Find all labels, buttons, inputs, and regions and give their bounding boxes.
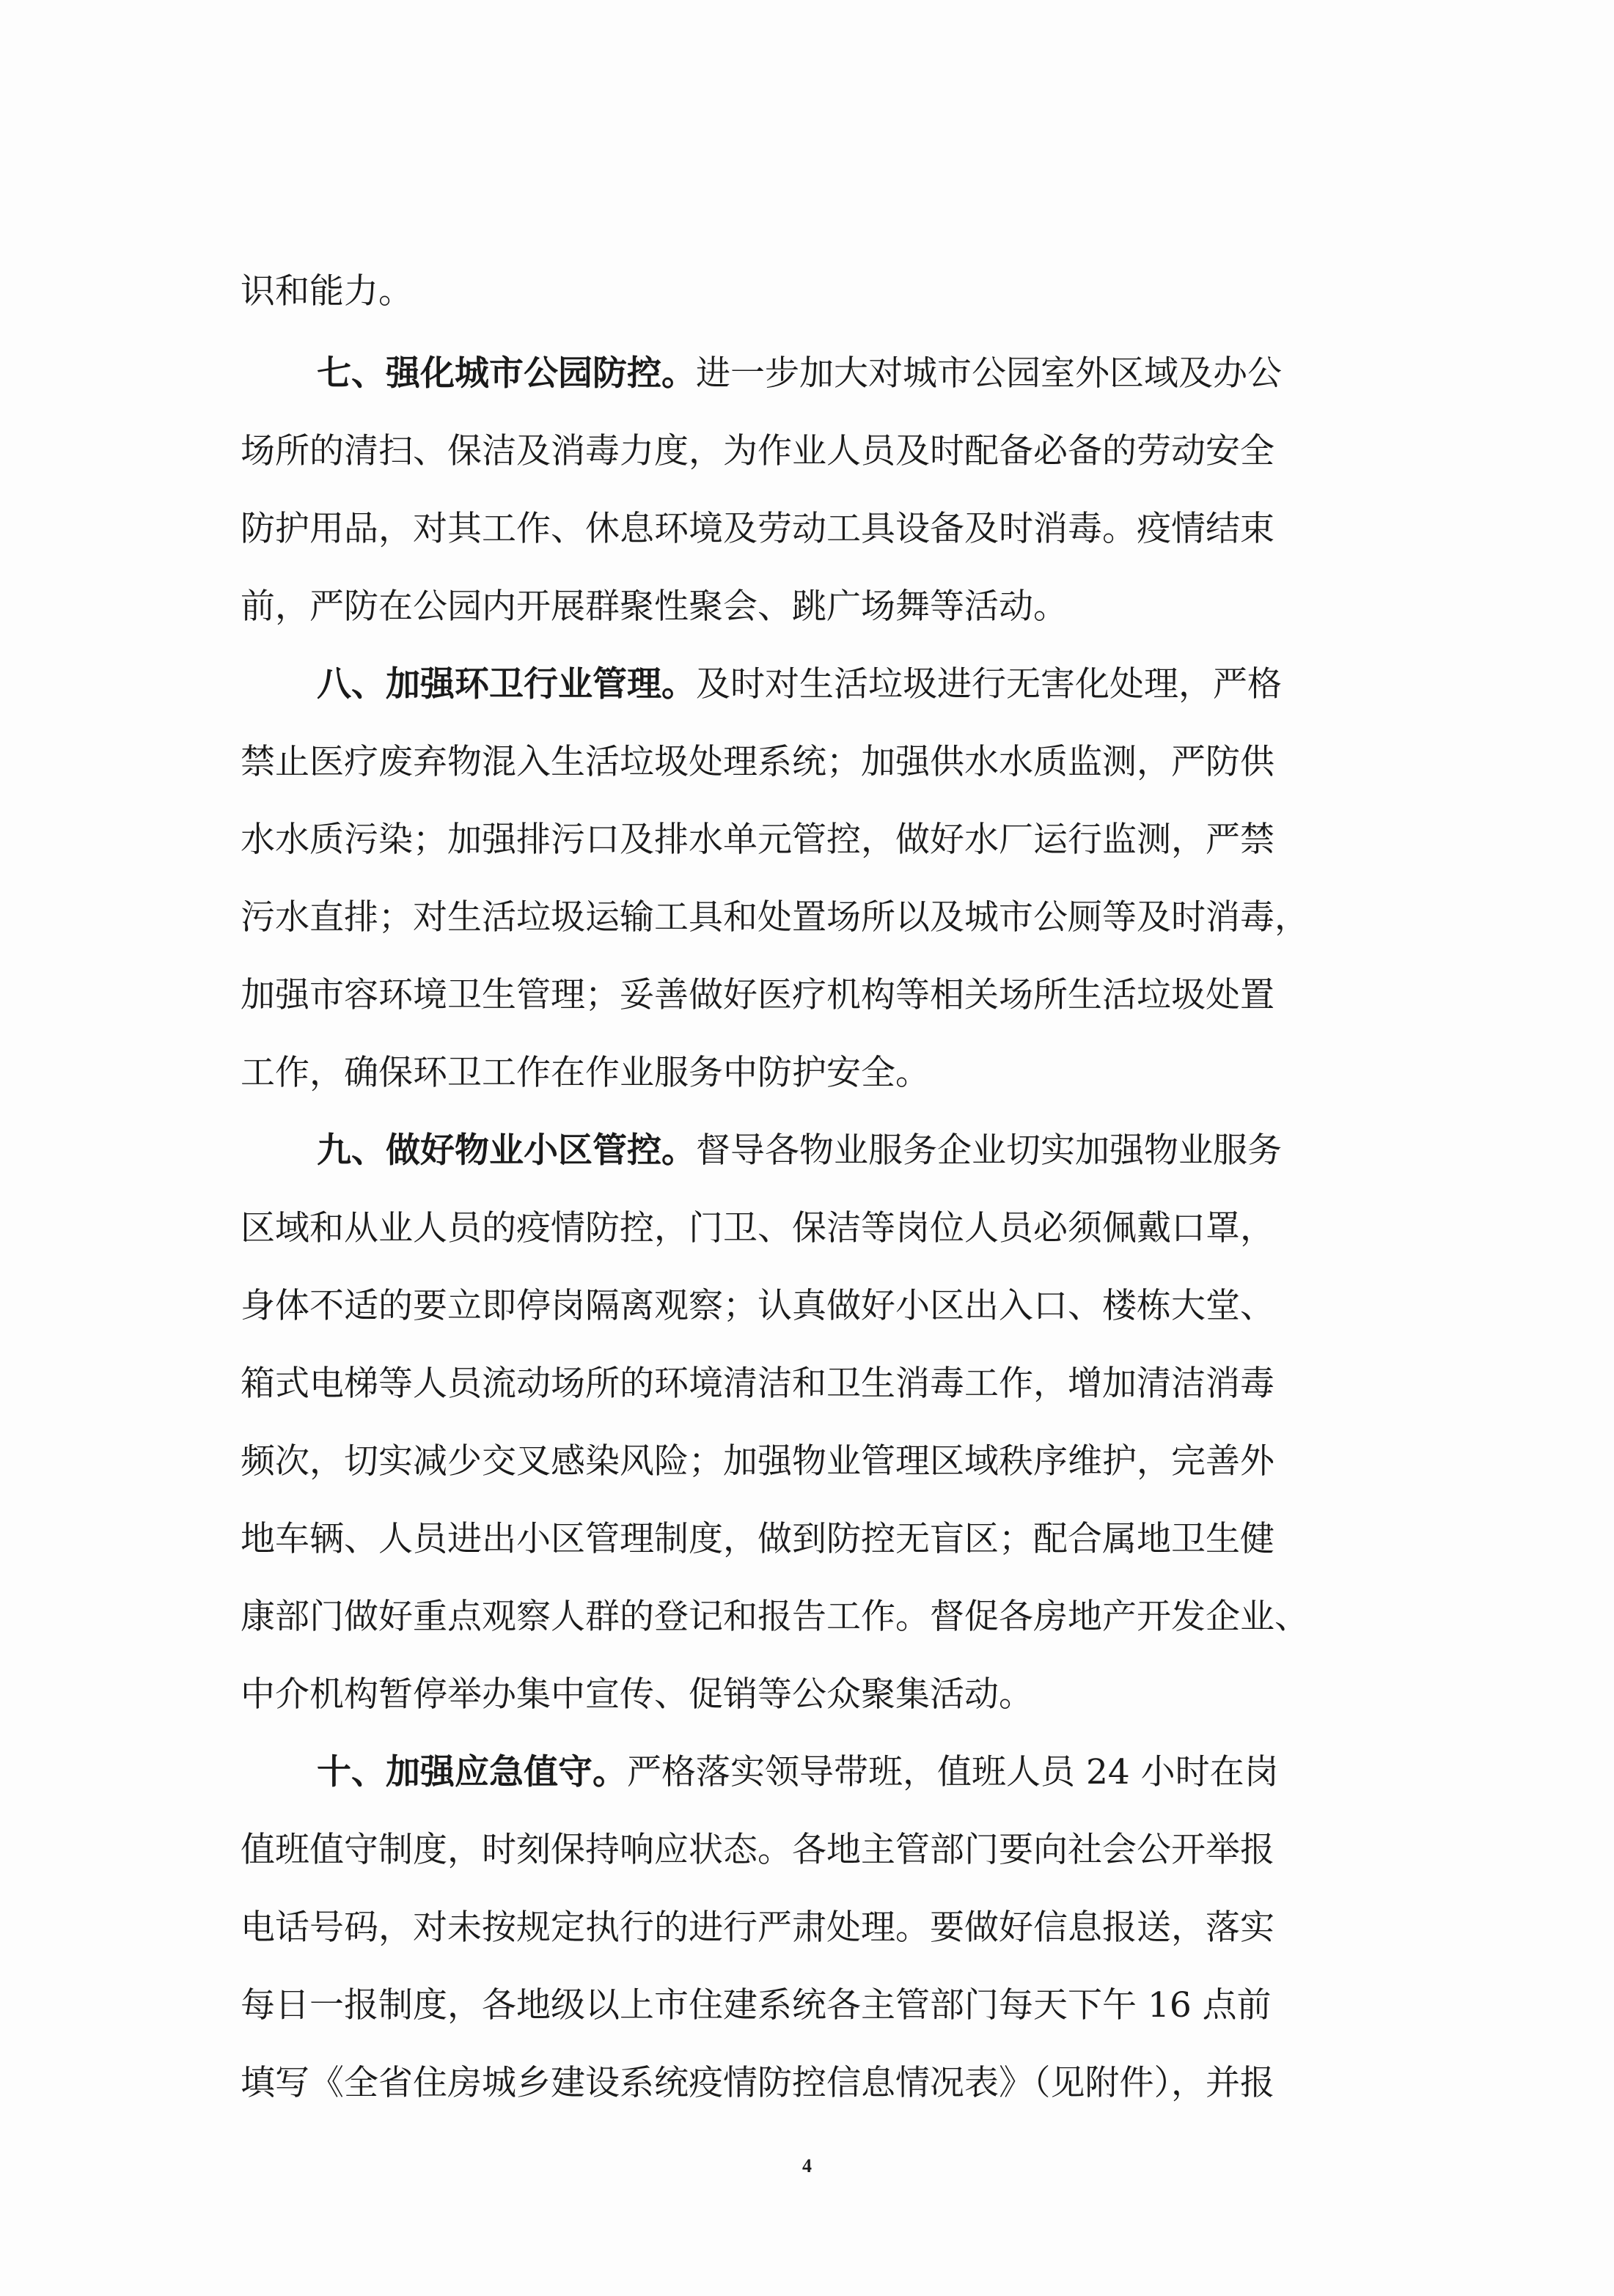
text-line: 地车辆、人员进出小区管理制度，做到防控无盲区；配合属地卫生健: [241, 1519, 1274, 1559]
text-line: 工作，确保环卫工作在作业服务中防护安全。: [241, 1053, 930, 1093]
text-line: 场所的清扫、保洁及消毒力度，为作业人员及时配备必备的劳动安全: [241, 431, 1274, 471]
section-eight: 八、加强环卫行业管理。及时对生活垃圾进行无害化处理，严格: [317, 664, 1282, 704]
text-line: 识和能力。: [241, 271, 413, 312]
text-line: 禁止医疗废弃物混入生活垃圾处理系统；加强供水水质监测，严防供: [241, 742, 1274, 782]
text-line: 电话号码，对未按规定执行的进行严肃处理。要做好信息报送，落实: [241, 1907, 1274, 1948]
text-line: 值班值守制度，时刻保持响应状态。各地主管部门要向社会公开举报: [241, 1830, 1274, 1870]
section-heading: 八、加强环卫行业管理。: [317, 664, 696, 704]
section-heading: 七、强化城市公园防控。: [317, 353, 696, 394]
section-heading: 十、加强应急值守。: [317, 1752, 627, 1792]
section-nine: 九、做好物业小区管控。督导各物业服务企业切实加强物业服务: [317, 1130, 1282, 1171]
page-number: 4: [802, 2155, 812, 2177]
text-line: 前，严防在公园内开展群聚性聚会、跳广场舞等活动。: [241, 586, 1068, 627]
section-ten: 十、加强应急值守。严格落实领导带班，值班人员 24 小时在岗: [317, 1752, 1279, 1792]
text-line: 区域和从业人员的疫情防控，门卫、保洁等岗位人员必须佩戴口罩，: [241, 1208, 1274, 1248]
text-line: 水水质污染；加强排污口及排水单元管控，做好水厂运行监测，严禁: [241, 820, 1274, 860]
text-line: 中介机构暂停举办集中宣传、促销等公众聚集活动。: [241, 1674, 1033, 1715]
text-line: 每日一报制度，各地级以上市住建系统各主管部门每天下午 16 点前: [241, 1985, 1272, 2025]
text-line: 填写《全省住房城乡建设系统疫情防控信息情况表》（见附件），并报: [241, 2063, 1274, 2103]
section-heading: 九、做好物业小区管控。: [317, 1130, 696, 1171]
text-line: 污水直排；对生活垃圾运输工具和处置场所以及城市公厕等及时消毒，: [241, 897, 1309, 938]
text-line: 频次，切实减少交叉感染风险；加强物业管理区域秩序维护，完善外: [241, 1441, 1274, 1482]
text-line: 防护用品，对其工作、休息环境及劳动工具设备及时消毒。疫情结束: [241, 509, 1274, 549]
text-line: 康部门做好重点观察人群的登记和报告工作。督促各房地产开发企业、: [241, 1597, 1309, 1637]
section-seven: 七、强化城市公园防控。进一步加大对城市公园室外区域及办公: [317, 353, 1282, 394]
text-line: 箱式电梯等人员流动场所的环境清洁和卫生消毒工作，增加清洁消毒: [241, 1364, 1274, 1404]
text-line: 身体不适的要立即停岗隔离观察；认真做好小区出入口、楼栋大堂、: [241, 1286, 1274, 1326]
text-line: 加强市容环境卫生管理；妥善做好医疗机构等相关场所生活垃圾处置: [241, 975, 1274, 1015]
